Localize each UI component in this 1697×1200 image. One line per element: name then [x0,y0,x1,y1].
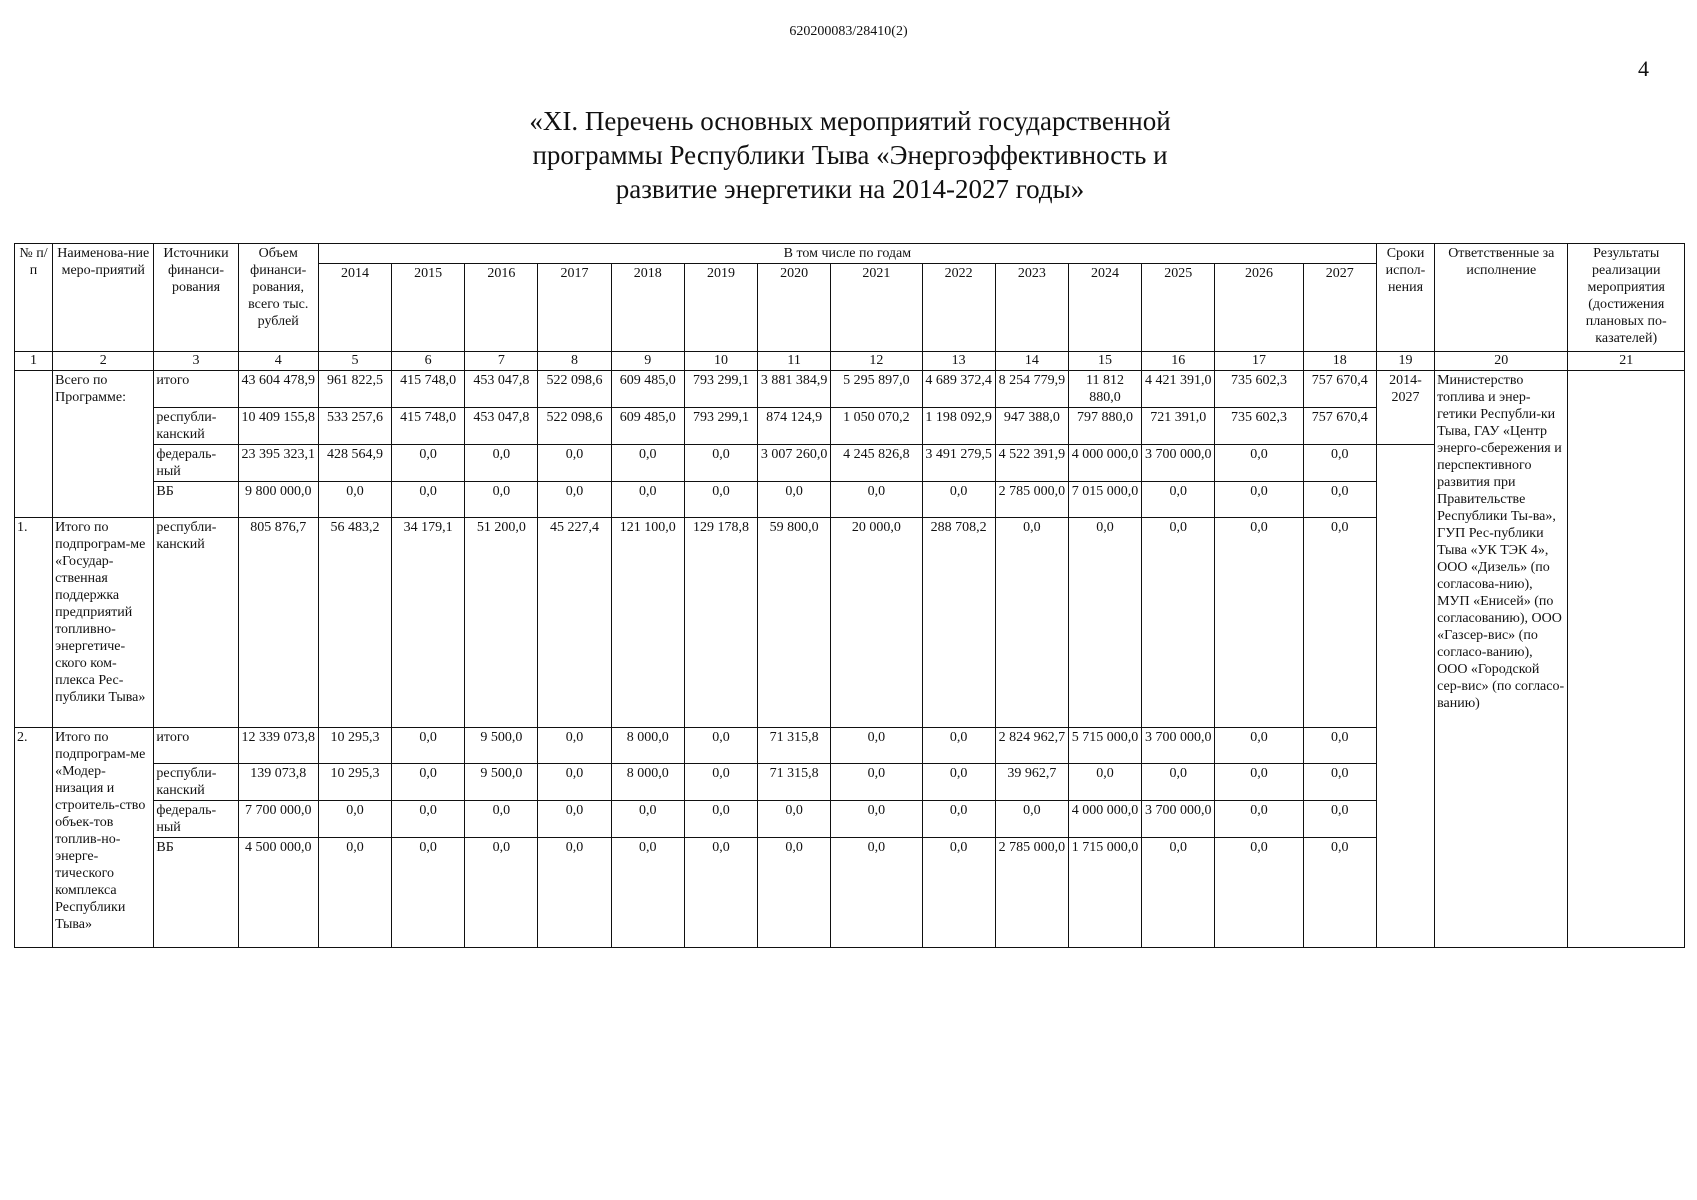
year-value: 0,0 [684,728,757,764]
year-header: 2023 [995,264,1068,352]
column-index: 19 [1376,352,1434,371]
column-index: 5 [318,352,391,371]
year-value: 34 179,1 [392,518,465,728]
funding-source: федераль-ный [154,445,238,482]
column-index: 7 [465,352,538,371]
column-index: 3 [154,352,238,371]
year-value: 874 124,9 [758,408,831,445]
year-value: 0,0 [392,764,465,801]
activity-name: Всего по Программе: [53,371,154,518]
year-value: 0,0 [758,801,831,838]
year-value: 1 198 092,9 [922,408,995,445]
year-value: 56 483,2 [318,518,391,728]
funding-source: республи-канский [154,764,238,801]
year-value: 0,0 [465,445,538,482]
year-value: 0,0 [1215,728,1303,764]
table-row [15,371,1685,408]
year-value: 0,0 [1303,518,1376,728]
col-header-no: № п/п [15,244,53,352]
year-header: 2019 [684,264,757,352]
column-index: 20 [1435,352,1568,371]
year-value: 0,0 [392,728,465,764]
column-index: 14 [995,352,1068,371]
year-header: 2025 [1142,264,1215,352]
year-value: 0,0 [538,445,611,482]
year-value: 0,0 [684,445,757,482]
funding-volume: 805 876,7 [238,518,318,728]
column-index: 6 [392,352,465,371]
column-index: 21 [1568,352,1685,371]
year-value: 71 315,8 [758,764,831,801]
year-value: 735 602,3 [1215,371,1303,408]
year-value: 288 708,2 [922,518,995,728]
year-value: 0,0 [465,801,538,838]
year-value: 0,0 [1303,764,1376,801]
year-value: 9 500,0 [465,728,538,764]
row-number: 2. [15,728,53,948]
year-value: 0,0 [684,482,757,518]
year-value: 453 047,8 [465,408,538,445]
year-value: 0,0 [684,838,757,948]
year-value: 0,0 [1142,482,1215,518]
funding-volume: 23 395 323,1 [238,445,318,482]
column-index: 13 [922,352,995,371]
year-value: 0,0 [538,482,611,518]
year-value: 0,0 [611,482,684,518]
funding-volume: 12 339 073,8 [238,728,318,764]
year-value: 3 007 260,0 [758,445,831,482]
funding-source: республи-канский [154,408,238,445]
year-value: 0,0 [318,482,391,518]
year-value: 0,0 [1303,445,1376,482]
year-value: 0,0 [611,445,684,482]
funding-source: итого [154,728,238,764]
column-index: 1 [15,352,53,371]
title-line: развитие энергетики на 2014-2027 годы» [615,174,1085,204]
year-value: 0,0 [1215,764,1303,801]
column-index: 11 [758,352,831,371]
header-row [15,244,1685,264]
implementation-results [1568,371,1685,948]
year-value: 0,0 [611,838,684,948]
title-line: программы Республики Тыва «Энергоэффективность и [532,140,1168,170]
year-value: 0,0 [758,482,831,518]
year-value: 0,0 [831,764,922,801]
col-header-volume: Объем финанси-рования, всего тыс. рублей [238,244,318,352]
year-value: 0,0 [538,728,611,764]
year-value: 0,0 [922,801,995,838]
column-index: 9 [611,352,684,371]
year-value: 3 881 384,9 [758,371,831,408]
year-value: 453 047,8 [465,371,538,408]
year-value: 415 748,0 [392,408,465,445]
column-index: 17 [1215,352,1303,371]
column-index: 8 [538,352,611,371]
year-value: 0,0 [392,482,465,518]
year-value: 522 098,6 [538,408,611,445]
year-value: 5 295 897,0 [831,371,922,408]
year-value: 0,0 [922,838,995,948]
year-value: 0,0 [758,838,831,948]
year-value: 2 785 000,0 [995,482,1068,518]
year-header: 2024 [1068,264,1141,352]
year-value: 522 098,6 [538,371,611,408]
year-value: 0,0 [922,482,995,518]
year-value: 0,0 [1068,518,1141,728]
year-value: 0,0 [684,764,757,801]
year-value: 0,0 [1215,838,1303,948]
funding-volume: 4 500 000,0 [238,838,318,948]
year-header: 2026 [1215,264,1303,352]
document-id: 620200083/28410(2) [789,24,908,39]
funding-volume: 43 604 478,9 [238,371,318,408]
year-value: 609 485,0 [611,408,684,445]
year-value: 10 295,3 [318,764,391,801]
year-value: 5 715 000,0 [1068,728,1141,764]
year-value: 735 602,3 [1215,408,1303,445]
year-value: 0,0 [995,518,1068,728]
year-value: 4 421 391,0 [1142,371,1215,408]
year-value: 4 245 826,8 [831,445,922,482]
year-value: 757 670,4 [1303,408,1376,445]
year-value: 0,0 [465,838,538,948]
year-value: 0,0 [538,801,611,838]
year-value: 0,0 [1303,728,1376,764]
year-value: 0,0 [1068,764,1141,801]
year-value: 0,0 [995,801,1068,838]
year-value: 0,0 [1142,838,1215,948]
year-value: 0,0 [831,728,922,764]
year-value: 45 227,4 [538,518,611,728]
row-number [15,371,53,518]
column-index: 10 [684,352,757,371]
column-index: 4 [238,352,318,371]
year-value: 0,0 [465,482,538,518]
year-value: 8 254 779,9 [995,371,1068,408]
year-header: 2014 [318,264,391,352]
year-value: 1 715 000,0 [1068,838,1141,948]
execution-terms-empty [1376,445,1434,948]
year-value: 2 785 000,0 [995,838,1068,948]
year-value: 0,0 [1303,838,1376,948]
year-value: 797 880,0 [1068,408,1141,445]
page-number: 4 [1638,56,1649,81]
year-value: 793 299,1 [684,371,757,408]
year-value: 8 000,0 [611,764,684,801]
year-value: 3 700 000,0 [1142,801,1215,838]
year-value: 0,0 [392,445,465,482]
column-index: 15 [1068,352,1141,371]
activity-name: Итого по подпрограм-ме «Государ-ственная поддержка предприятий топливно-энергетиче-ского ком-плекса Рес-публики Тыва» [53,518,154,728]
year-value: 793 299,1 [684,408,757,445]
year-value: 0,0 [392,801,465,838]
funding-source: ВБ [154,838,238,948]
year-value: 0,0 [831,838,922,948]
year-header: 2021 [831,264,922,352]
year-value: 0,0 [538,838,611,948]
year-value: 3 700 000,0 [1142,445,1215,482]
year-value: 0,0 [318,801,391,838]
year-value: 4 689 372,4 [922,371,995,408]
year-header: 2017 [538,264,611,352]
year-header: 2018 [611,264,684,352]
column-index-row [15,352,1685,371]
year-value: 0,0 [922,764,995,801]
year-header: 2015 [392,264,465,352]
year-value: 1 050 070,2 [831,408,922,445]
year-value: 129 178,8 [684,518,757,728]
responsible-executors: Министерство топлива и энер-гетики Республи-ки Тыва, ГАУ «Центр энерго-сбережения и перспективного развития при Правительстве Республики Ты-ва», ГУП Рес-публики Тыва «УК ТЭК 4», ООО «Дизель» (по согласова-нию), МУП «Енисей» (по согласованию), ООО «Газсер-вис» (по согласо-ванию), ООО «Городской сер-вис» (по согласо-ванию) [1435,371,1568,948]
year-value: 0,0 [1215,445,1303,482]
year-value: 9 500,0 [465,764,538,801]
year-value: 947 388,0 [995,408,1068,445]
year-value: 0,0 [1215,482,1303,518]
year-value: 4 000 000,0 [1068,445,1141,482]
funding-volume: 139 073,8 [238,764,318,801]
funding-source: республи-канский [154,518,238,728]
year-value: 4 522 391,9 [995,445,1068,482]
title-line: «XI. Перечень основных мероприятий государственной [529,106,1171,136]
year-value: 0,0 [1142,764,1215,801]
year-value: 2 824 962,7 [995,728,1068,764]
funding-source: федераль-ный [154,801,238,838]
column-index: 16 [1142,352,1215,371]
funding-source: ВБ [154,482,238,518]
year-header: 2020 [758,264,831,352]
activity-name: Итого по подпрограм-ме «Модер-низация и строитель-ство объек-тов топлив-но-энерге-тического комплекса Республики Тыва» [53,728,154,948]
year-value: 0,0 [538,764,611,801]
execution-terms: 2014-2027 [1376,371,1434,445]
year-value: 3 491 279,5 [922,445,995,482]
year-value: 4 000 000,0 [1068,801,1141,838]
year-value: 0,0 [611,801,684,838]
year-value: 757 670,4 [1303,371,1376,408]
year-header: 2027 [1303,264,1376,352]
page-title [430,104,1270,206]
year-value: 0,0 [1303,801,1376,838]
year-value: 0,0 [1142,518,1215,728]
year-value: 7 015 000,0 [1068,482,1141,518]
year-value: 39 962,7 [995,764,1068,801]
funding-volume: 10 409 155,8 [238,408,318,445]
column-index: 2 [53,352,154,371]
col-header-responsible: Ответственные за исполнение [1435,244,1568,352]
year-value: 721 391,0 [1142,408,1215,445]
column-index: 12 [831,352,922,371]
year-value: 8 000,0 [611,728,684,764]
year-value: 0,0 [1215,801,1303,838]
year-value: 0,0 [318,838,391,948]
row-number: 1. [15,518,53,728]
year-value: 0,0 [831,801,922,838]
year-value: 0,0 [1303,482,1376,518]
year-value: 11 812 880,0 [1068,371,1141,408]
year-value: 415 748,0 [392,371,465,408]
year-value: 59 800,0 [758,518,831,728]
year-value: 0,0 [684,801,757,838]
year-value: 428 564,9 [318,445,391,482]
table-row [15,445,1685,482]
year-value: 0,0 [392,838,465,948]
year-value: 0,0 [922,728,995,764]
col-header-by-years: В том числе по годам [318,244,1376,264]
year-value: 533 257,6 [318,408,391,445]
year-value: 121 100,0 [611,518,684,728]
year-value: 71 315,8 [758,728,831,764]
year-header: 2022 [922,264,995,352]
year-value: 609 485,0 [611,371,684,408]
funding-volume: 7 700 000,0 [238,801,318,838]
col-header-terms: Сроки испол-нения [1376,244,1434,352]
year-value: 3 700 000,0 [1142,728,1215,764]
year-value: 10 295,3 [318,728,391,764]
year-value: 20 000,0 [831,518,922,728]
year-value: 0,0 [831,482,922,518]
col-header-results: Результаты реализации мероприятия (достижения плановых по-казателей) [1568,244,1685,352]
funding-source: итого [154,371,238,408]
year-value: 51 200,0 [465,518,538,728]
column-index: 18 [1303,352,1376,371]
program-activities-table [14,243,1685,948]
year-header: 2016 [465,264,538,352]
funding-volume: 9 800 000,0 [238,482,318,518]
year-value: 961 822,5 [318,371,391,408]
col-header-source: Источники финанси-рования [154,244,238,352]
col-header-name: Наименова-ние меро-приятий [53,244,154,352]
year-value: 0,0 [1215,518,1303,728]
